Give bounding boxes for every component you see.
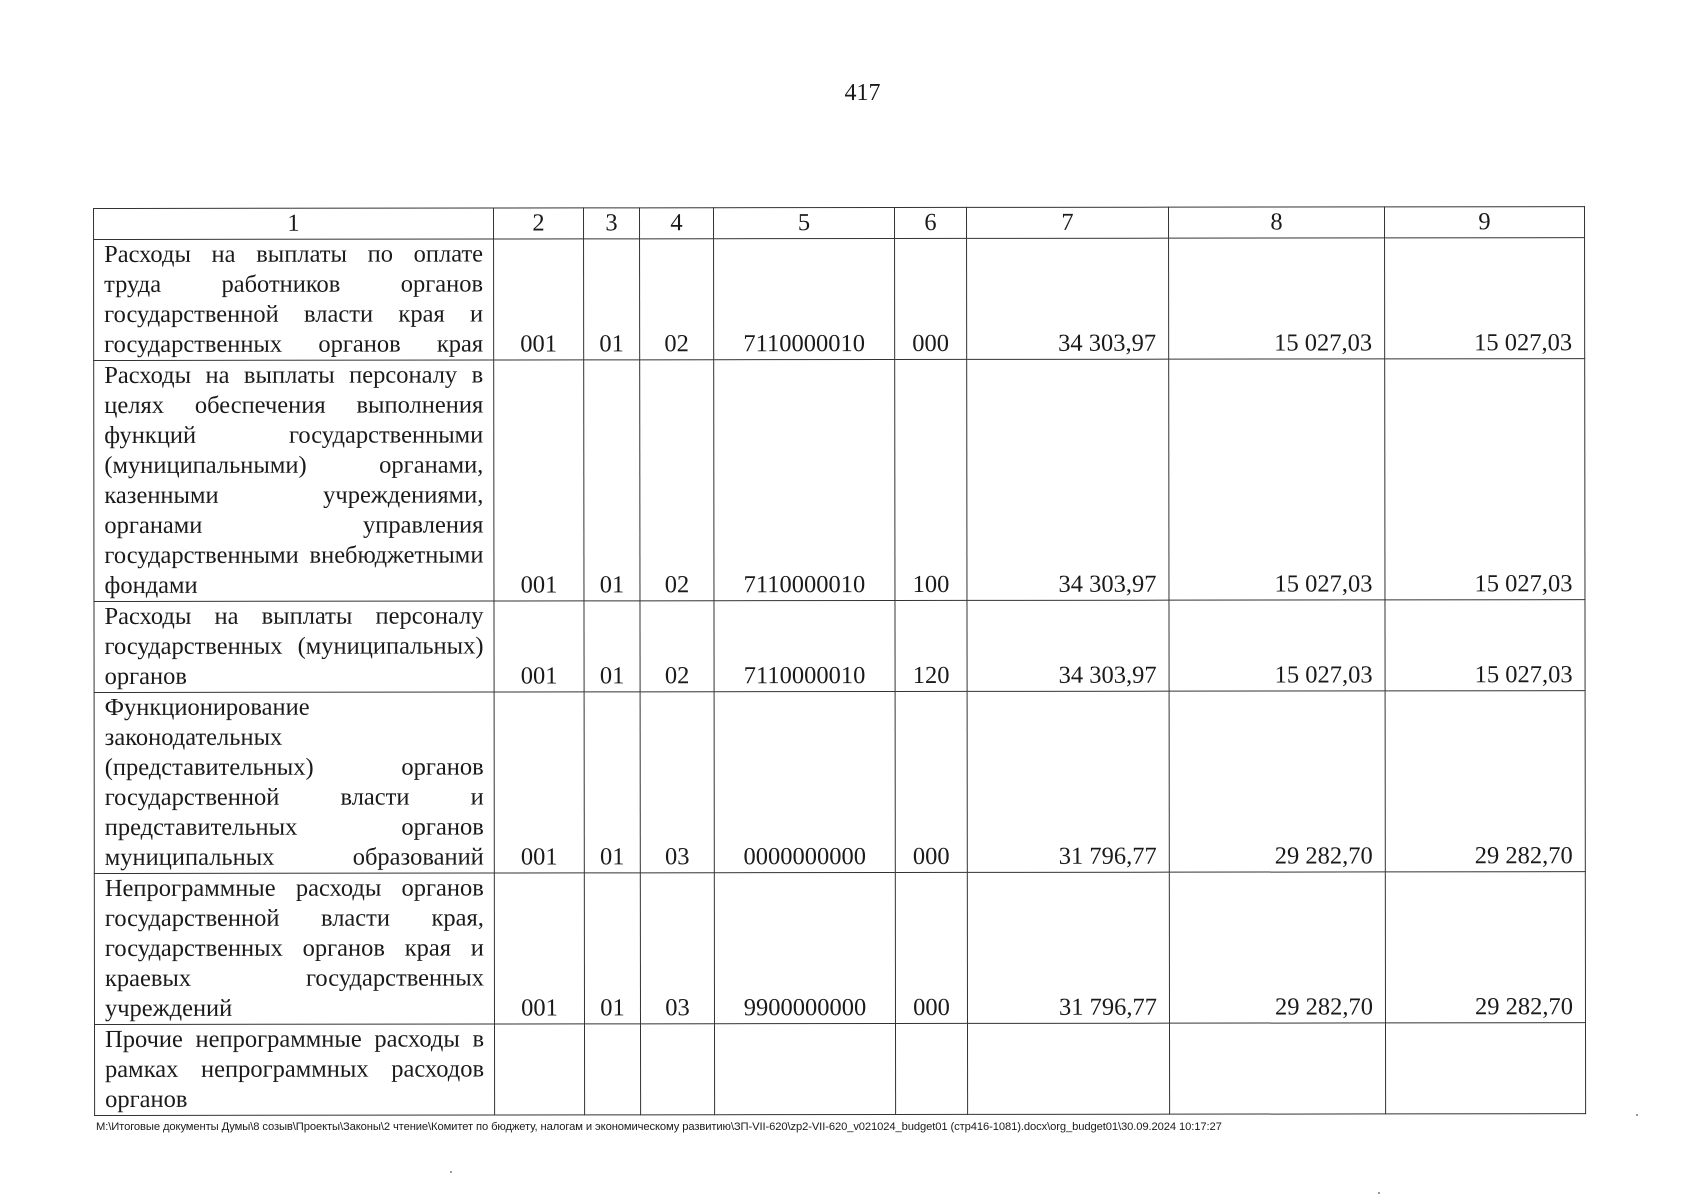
column-number: 4 <box>640 208 714 239</box>
cell-amount-7: 31 796,77 <box>967 691 1169 872</box>
row-description: Непрограммные расходы органов государственной власти края, государственных органов края и краевых государственных учреждений <box>94 873 494 1024</box>
cell-subsection-code: 03 <box>640 692 714 873</box>
cell-department-code: 001 <box>494 360 584 601</box>
footer-file-path: М:\Итоговые документы Думы\8 созыв\Проекты\Законы\2 чтение\Комитет по бюджету, налогам и экономическому развитию\ЗП-VII-620\zp2-VII-620_v021024_budget01 (стр416-1081).docx\org_budget01\30.09.2024 10:17:27 <box>96 1121 1222 1133</box>
cell-amount-7: 34 303,97 <box>967 238 1169 359</box>
cell-amount-9: 15 027,03 <box>1385 238 1585 359</box>
row-description: Функционирование законодательных (представительных) органов государственной власти и представительных органов муниципальных образований <box>94 692 494 873</box>
cell-subsection-code: 03 <box>640 873 714 1024</box>
cell-amount-8: 29 282,70 <box>1169 872 1385 1023</box>
column-number: 3 <box>584 208 640 239</box>
cell-subsection-code <box>640 1024 714 1115</box>
cell-department-code: 001 <box>494 692 584 873</box>
table-row <box>94 872 1585 1025</box>
column-number-row <box>94 207 1585 240</box>
column-number: 1 <box>94 208 494 239</box>
cell-expense-type-code: 000 <box>895 238 967 359</box>
cell-target-code: 7110000010 <box>714 601 895 692</box>
column-number: 7 <box>966 207 1168 238</box>
cell-target-code: 0000000000 <box>714 692 895 873</box>
cell-amount-8: 15 027,03 <box>1169 359 1385 600</box>
cell-amount-7: 34 303,97 <box>967 600 1169 691</box>
cell-target-code: 9900000000 <box>714 873 895 1024</box>
budget-table <box>93 206 1586 1116</box>
page-number: 417 <box>844 80 881 106</box>
cell-target-code: 7110000010 <box>714 239 895 360</box>
cell-amount-9: 29 282,70 <box>1385 872 1585 1023</box>
cell-expense-type-code: 000 <box>895 872 967 1023</box>
cell-expense-type-code: 100 <box>895 359 967 600</box>
cell-amount-9: 29 282,70 <box>1385 691 1585 872</box>
column-number: 6 <box>895 207 967 238</box>
scan-speck <box>1378 1192 1380 1194</box>
cell-department-code <box>494 1024 584 1115</box>
cell-amount-8 <box>1169 1023 1385 1114</box>
row-description: Прочие непрограммные расходы в рамках непрограммных расходов органов <box>94 1024 494 1115</box>
cell-section-code <box>584 1024 640 1115</box>
row-description: Расходы на выплаты по оплате труда работников органов государственной власти края и государственных органов края <box>94 239 494 360</box>
table-row <box>94 691 1585 874</box>
cell-subsection-code: 02 <box>640 601 714 692</box>
cell-expense-type-code <box>895 1023 967 1114</box>
scan-speck <box>450 1171 452 1173</box>
row-description: Расходы на выплаты персоналу в целях обеспечения выполнения функций государственными (муниципальными) органами, казенными учреждениями, органами управления государственными внебюджетными фондами <box>94 360 494 601</box>
cell-amount-8: 29 282,70 <box>1169 691 1385 872</box>
cell-expense-type-code: 120 <box>895 600 967 691</box>
cell-amount-9 <box>1385 1023 1585 1114</box>
cell-subsection-code: 02 <box>640 239 714 360</box>
cell-section-code: 01 <box>584 360 640 601</box>
column-number: 2 <box>494 208 584 239</box>
cell-amount-9: 15 027,03 <box>1385 359 1585 600</box>
cell-section-code: 01 <box>584 601 640 692</box>
cell-target-code: 7110000010 <box>714 360 895 601</box>
cell-amount-8: 15 027,03 <box>1169 238 1385 359</box>
cell-amount-7: 31 796,77 <box>967 872 1169 1023</box>
cell-section-code: 01 <box>584 239 640 360</box>
cell-section-code: 01 <box>584 873 640 1024</box>
table-row <box>94 238 1585 361</box>
cell-section-code: 01 <box>584 692 640 873</box>
table-row <box>94 1023 1585 1116</box>
cell-department-code: 001 <box>494 873 584 1024</box>
column-number: 9 <box>1384 207 1584 238</box>
table-row <box>94 359 1585 602</box>
cell-subsection-code: 02 <box>640 360 714 601</box>
cell-amount-9: 15 027,03 <box>1385 600 1585 691</box>
scan-speck <box>1636 1114 1638 1116</box>
table-row <box>94 600 1585 693</box>
cell-department-code: 001 <box>494 239 584 360</box>
row-description: Расходы на выплаты персоналу государственных (муниципальных) органов <box>94 601 494 692</box>
cell-expense-type-code: 000 <box>895 691 967 872</box>
column-number: 5 <box>714 208 895 239</box>
cell-department-code: 001 <box>494 601 584 692</box>
column-number: 8 <box>1168 207 1384 238</box>
cell-target-code <box>714 1024 895 1115</box>
cell-amount-8: 15 027,03 <box>1169 600 1385 691</box>
cell-amount-7 <box>967 1023 1169 1114</box>
cell-amount-7: 34 303,97 <box>967 359 1169 600</box>
